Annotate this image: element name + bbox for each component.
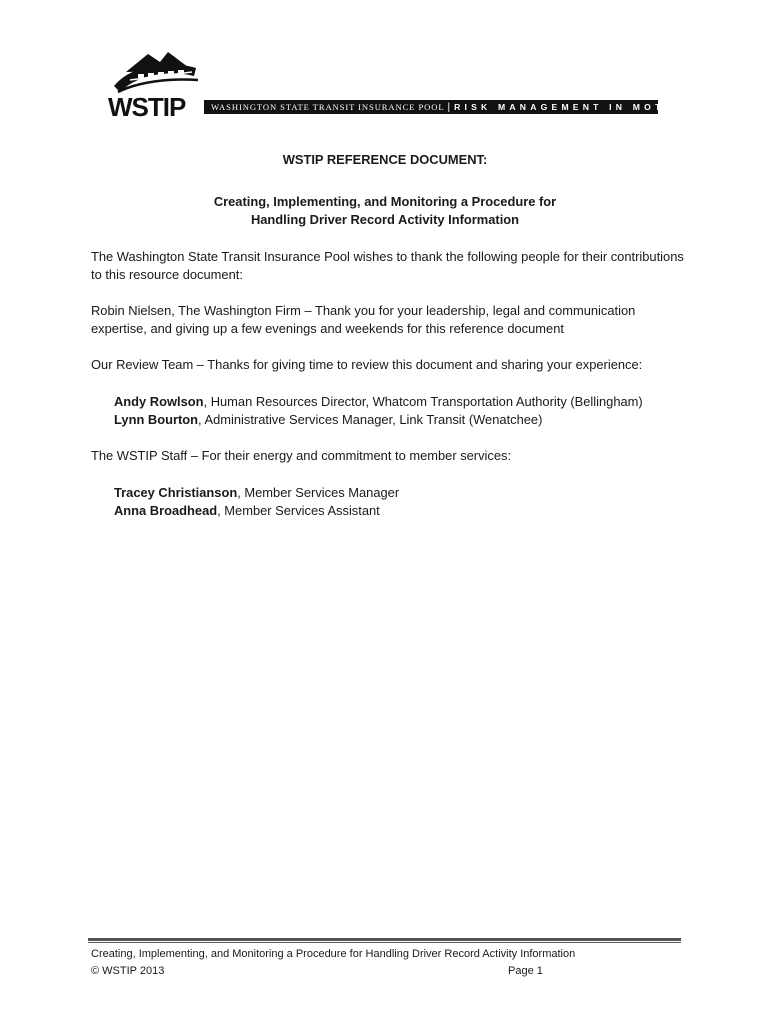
document-title-line2: Handling Driver Record Activity Information	[250, 212, 520, 227]
banner-org-name: WASHINGTON STATE TRANSIT INSURANCE POOL	[211, 102, 445, 112]
acknowledgement-robin-line1: Robin Nielsen, The Washington Firm – Thank you for your leadership, legal and communication	[91, 303, 636, 318]
banner-separator: |	[447, 101, 451, 113]
acknowledgement-robin-line2: expertise, and giving up a few evenings and weekends for this reference document	[91, 321, 564, 336]
staff-intro: The WSTIP Staff – For their energy and commitment to member services:	[91, 448, 512, 463]
intro-paragraph-line2: to this resource document:	[91, 267, 243, 282]
reviewer-entry	[114, 393, 643, 411]
footer-rule-thick	[88, 938, 681, 941]
staff-name: Anna Broadhead	[114, 503, 218, 518]
header-banner	[204, 100, 693, 114]
logo-wordmark: WSTIP	[108, 92, 186, 122]
staff-role: , Member Services Assistant	[217, 503, 380, 518]
document-title-line1: Creating, Implementing, and Monitoring a Procedure for	[213, 194, 557, 209]
staff-entry	[114, 484, 399, 502]
reviewer-entry	[114, 411, 542, 429]
reviewer-role: , Administrative Services Manager, Link Transit (Wenatchee)	[198, 412, 543, 427]
reviewer-name: Andy Rowlson	[114, 394, 204, 409]
wstip-logo	[108, 46, 208, 120]
review-team-intro: Our Review Team – Thanks for giving time to review this document and sharing your experience:	[91, 357, 643, 372]
staff-entry	[114, 502, 380, 520]
footer-rule-thin	[88, 942, 681, 943]
footer-title: Creating, Implementing, and Monitoring a Procedure for Handling Driver Record Activity Information	[91, 948, 576, 960]
staff-role: , Member Services Manager	[237, 485, 400, 500]
reviewer-role: , Human Resources Director, Whatcom Transportation Authority (Bellingham)	[203, 394, 643, 409]
intro-paragraph-line1: The Washington State Transit Insurance Pool wishes to thank the following people for their contributions	[91, 249, 684, 264]
staff-name: Tracey Christianson	[114, 485, 238, 500]
banner-tagline: RISK MANAGEMENT IN MOTION	[454, 102, 693, 112]
document-heading: WSTIP REFERENCE DOCUMENT:	[282, 152, 488, 167]
footer-page-number: Page 1	[508, 965, 543, 977]
footer-copyright: © WSTIP 2013	[91, 965, 165, 977]
reviewer-name: Lynn Bourton	[114, 412, 199, 427]
